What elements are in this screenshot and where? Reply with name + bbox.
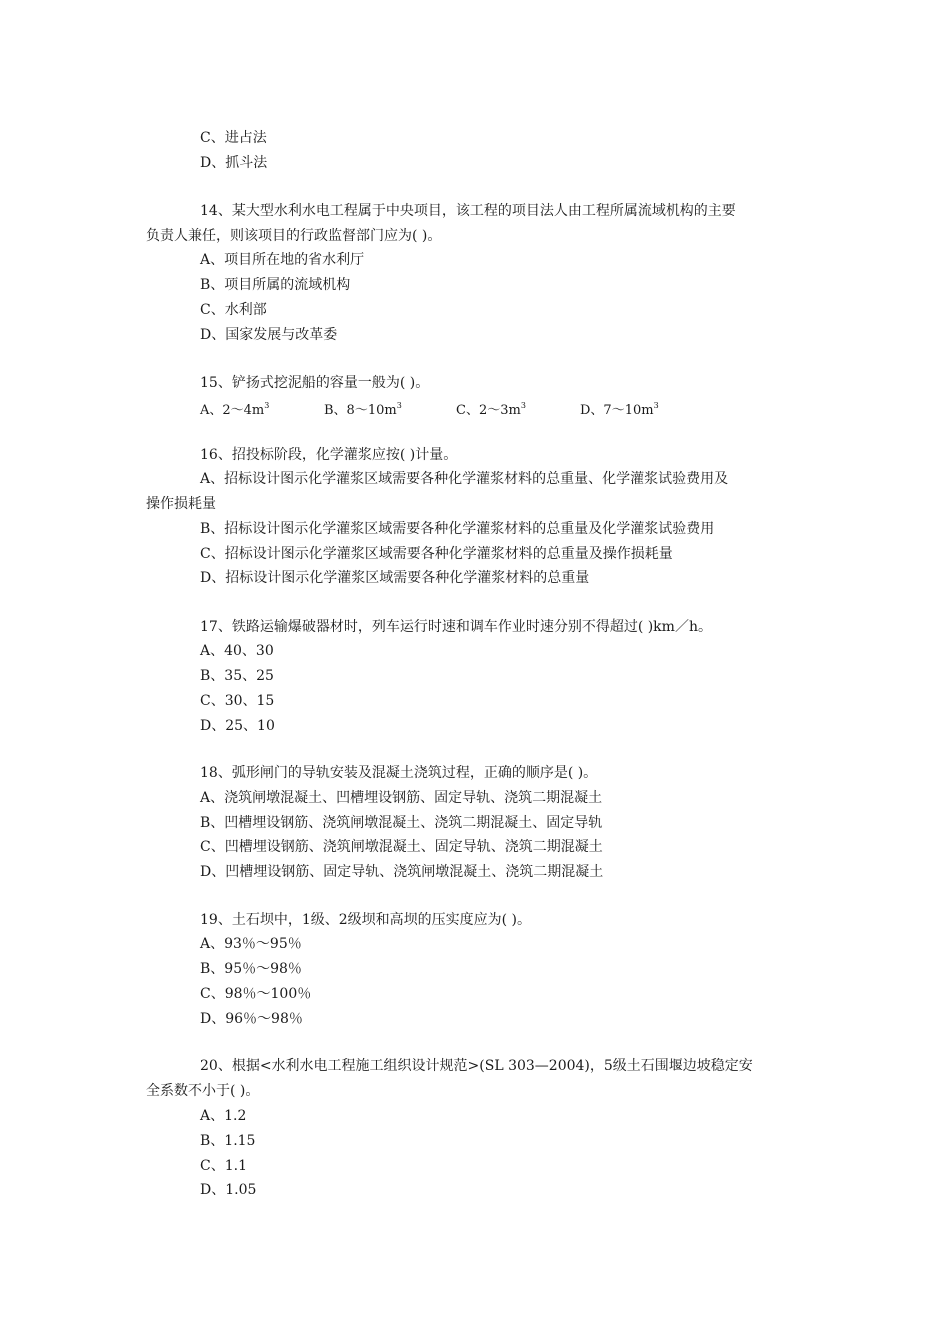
q20-option-c: C、1.1: [200, 1158, 247, 1174]
q20-option-d: D、1.05: [200, 1182, 257, 1198]
q14-option-c: C、水利部: [200, 302, 267, 318]
q17-stem: 17、铁路运输爆破器材时，列车运行时速和调车作业时速分别不得超过( )km／h。: [200, 619, 712, 635]
q20-option-b: B、1.15: [200, 1133, 256, 1149]
q20-stem-line1: 20、根据<水利水电工程施工组织设计规范>(SL 303—2004)，5级土石围堰边坡稳定安: [200, 1058, 753, 1074]
q16-option-b: B、招标设计图示化学灌浆区域需要各种化学灌浆材料的总重量及化学灌浆试验费用: [200, 521, 715, 537]
q16-option-a-line2: 操作损耗量: [146, 496, 216, 512]
q15-option-b: B、$8\sim 10m^3$: [324, 401, 402, 418]
q19-option-b: B、95％～98％: [200, 961, 302, 977]
q13-option-c: C、进占法: [200, 130, 267, 146]
q14-stem-line2: 负责人兼任，则该项目的行政监督部门应为( )。: [146, 228, 442, 244]
q18-option-a: A、浇筑闸墩混凝土、凹槽埋设钢筋、固定导轨、浇筑二期混凝土: [200, 790, 603, 806]
q19-option-a: A、93％～95％: [200, 936, 302, 952]
q18-option-b: B、凹槽埋设钢筋、浇筑闸墩混凝土、浇筑二期混凝土、固定导轨: [200, 815, 603, 831]
q19-option-d: D、96％～98％: [200, 1011, 303, 1027]
q17-option-b: B、35、25: [200, 668, 274, 684]
q16-option-d: D、招标设计图示化学灌浆区域需要各种化学灌浆材料的总重量: [200, 570, 590, 586]
q15-option-a: A、$2\sim 4m^3$: [200, 401, 270, 418]
q14-option-d: D、国家发展与改革委: [200, 327, 338, 343]
q17-option-a: A、40、30: [200, 643, 274, 659]
q18-option-c: C、凹槽埋设钢筋、浇筑闸墩混凝土、固定导轨、浇筑二期混凝土: [200, 839, 603, 855]
q16-stem: 16、招投标阶段，化学灌浆应按( )计量。: [200, 447, 458, 463]
q20-option-a: A、1.2: [200, 1108, 247, 1124]
q20-stem-line2: 全系数不小于( )。: [146, 1083, 260, 1099]
q19-option-c: C、98％～100％: [200, 986, 312, 1002]
q15-option-d: D、$7\sim 10m^3$: [580, 401, 659, 418]
q16-option-c: C、招标设计图示化学灌浆区域需要各种化学灌浆材料的总重量及操作损耗量: [200, 546, 673, 562]
q19-stem: 19、土石坝中，1级、2级坝和高坝的压实度应为( )。: [200, 912, 532, 928]
q14-option-a: A、项目所在地的省水利厅: [200, 252, 365, 268]
q18-stem: 18、弧形闸门的导轨安装及混凝土浇筑过程，正确的顺序是( )。: [200, 765, 598, 781]
q18-option-d: D、凹槽埋设钢筋、固定导轨、浇筑闸墩混凝土、浇筑二期混凝土: [200, 864, 604, 880]
q17-option-d: D、25、10: [200, 718, 275, 734]
q16-option-a-line1: A、招标设计图示化学灌浆区域需要各种化学灌浆材料的总重量、化学灌浆试验费用及: [200, 471, 729, 487]
q17-option-c: C、30、15: [200, 693, 275, 709]
q15-option-c: C、$2\sim 3m^3$: [456, 401, 526, 418]
q15-stem: 15、铲扬式挖泥船的容量一般为( )。: [200, 375, 430, 391]
q14-stem-line1: 14、某大型水利水电工程属于中央项目，该工程的项目法人由工程所属流域机构的主要: [200, 203, 736, 219]
q13-option-d: D、抓斗法: [200, 155, 268, 171]
q14-option-b: B、项目所属的流域机构: [200, 277, 351, 293]
